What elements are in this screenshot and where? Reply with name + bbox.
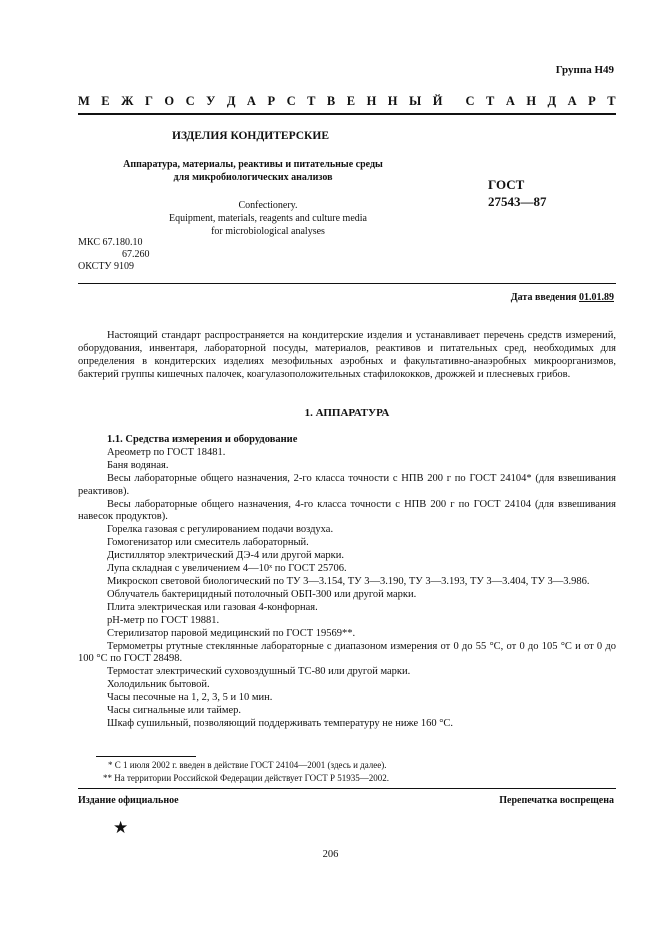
list-item: Дистиллятор электрический ДЭ-4 или другой марки.	[107, 550, 345, 562]
list-item: Холодильник бытовой.	[107, 679, 210, 691]
heading-letter: О	[164, 94, 175, 108]
section-heading: 1. АППАРАТУРА	[304, 407, 390, 419]
heading-letter: Ж	[121, 94, 134, 108]
list-item: Весы лабораторные общего назначения, 2-го класса точности с НПВ 200 г по ГОСТ 24104* (для взвешивания реактивов).	[78, 472, 616, 497]
heading-letter: Д	[547, 94, 557, 108]
heading-letter: А	[246, 94, 256, 108]
document-subtitle: Аппаратура, материалы, реактивы и питательные среды для микробиологических анализов	[123, 159, 383, 183]
intro-paragraph: Настоящий стандарт распространяется на кондитерские изделия и устанавливает перечень средств измерений, оборудования, инвентаря, лабораторной посуды, материалов, реактивов и питательных сред, необходимых для определения в кондитерских изделиях мезофильных аэробных и факультативно-анаэробных микроорганизмов, бактерий группы кишечных палочек, коагулазоположительных стафилококков, дрожжей и плесневых грибов.	[78, 330, 616, 380]
heading-letter: С	[286, 94, 296, 108]
footnote-rule	[96, 756, 196, 757]
heading-letter: У	[206, 94, 216, 108]
list-item: Горелка газовая с регулированием подачи воздуха.	[107, 524, 334, 536]
list-item: Баня водяная.	[107, 459, 169, 471]
reprint-prohibited-label: Перепечатка воспрещена	[499, 795, 614, 806]
heading-letter: Ы	[409, 94, 422, 108]
heading-letter: Й	[432, 94, 443, 108]
list-item: Микроскоп световой биологический по ТУ 3—3.154, ТУ 3—3.190, ТУ 3—3.193, ТУ 3—3.404, ТУ 3—3.986.	[107, 575, 590, 587]
equipment-list	[78, 434, 616, 731]
list-item: Термометры ртутные стеклянные лабораторные с диапазоном измерения от 0 до 55 °С, от 0 до 105 °С и от 0 до 100 °С по ГОСТ 28498.	[78, 640, 616, 665]
heading-letter: Р	[588, 94, 596, 108]
gost-number: ГОСТ 27543—87	[488, 177, 547, 209]
heading-letter: Н	[526, 94, 537, 108]
heading-letter: В	[326, 94, 336, 108]
list-item: Часы сигнальные или таймер.	[107, 705, 242, 717]
heading-letter: А	[567, 94, 577, 108]
list-item: Плита электрическая или газовая 4-конфорная.	[107, 601, 318, 613]
list-item: Весы лабораторные общего назначения, 4-го класса точности с НПВ 200 г по ГОСТ 24104 (для взвешивания навесок продуктов).	[78, 498, 616, 523]
interstate-standard-heading	[78, 94, 616, 109]
list-item: Лупа складная с увеличением 4—10ˣ по ГОСТ 25706.	[107, 563, 347, 575]
heading-letter: Г	[144, 94, 153, 108]
heading-letter: Н	[366, 94, 377, 108]
heading-letter: А	[505, 94, 515, 108]
list-item: Часы песочные на 1, 2, 3, 5 и 10 мин.	[107, 692, 273, 704]
footer-rule	[78, 788, 616, 789]
heading-letter: Д	[226, 94, 236, 108]
list-item: Гомогенизатор или смеситель лабораторный.	[107, 537, 309, 549]
footnote-2: ** На территории Российской Федерации действует ГОСТ Р 51935—2002.	[103, 773, 389, 783]
heading-letter: М	[78, 94, 90, 108]
heading-letter: Т	[307, 94, 316, 108]
heading-letter: Е	[346, 94, 356, 108]
list-item: pH-метр по ГОСТ 19881.	[107, 614, 220, 626]
introduction-date: Дата введения 01.01.89	[510, 292, 614, 303]
product-title: ИЗДЕЛИЯ КОНДИТЕРСКИЕ	[172, 130, 330, 142]
header-rule	[78, 113, 616, 115]
heading-letter: Т	[485, 94, 495, 108]
english-title: Confectionery. Equipment, materials, reagents and culture media for microbiological analyses	[169, 200, 367, 237]
subsection-heading: 1.1. Средства измерения и оборудование	[107, 434, 298, 445]
group-code: Группа Н49	[555, 64, 614, 76]
list-item: Облучатель бактерицидный потолочный ОБП-300 или другой марки.	[107, 588, 417, 600]
heading-letter: С	[185, 94, 195, 108]
title-block-rule	[78, 283, 616, 284]
page-number: 206	[322, 849, 339, 860]
heading-letter: Е	[101, 94, 110, 108]
heading-letter: Р	[267, 94, 276, 108]
list-item: Ареометр по ГОСТ 18481.	[107, 446, 226, 458]
list-item: Стерилизатор паровой медицинский по ГОСТ 19569**.	[107, 627, 356, 639]
list-item: Шкаф сушильный, позволяющий поддерживать температуру не ниже 160 °С.	[107, 717, 454, 729]
classification-codes: МКС 67.180.10 67.260 ОКСТУ 9109	[78, 237, 150, 272]
heading-letter: Н	[387, 94, 398, 108]
heading-letter: Т	[607, 94, 616, 108]
star-icon: ★	[113, 818, 129, 837]
list-item: Термостат электрический суховоздушный ТС-80 или другой марки.	[107, 666, 411, 678]
footnote-1: * С 1 июля 2002 г. введен в действие ГОСТ 24104—2001 (здесь и далее).	[108, 760, 387, 770]
heading-letter: С	[465, 94, 475, 108]
official-edition-label: Издание официальное	[78, 795, 179, 806]
